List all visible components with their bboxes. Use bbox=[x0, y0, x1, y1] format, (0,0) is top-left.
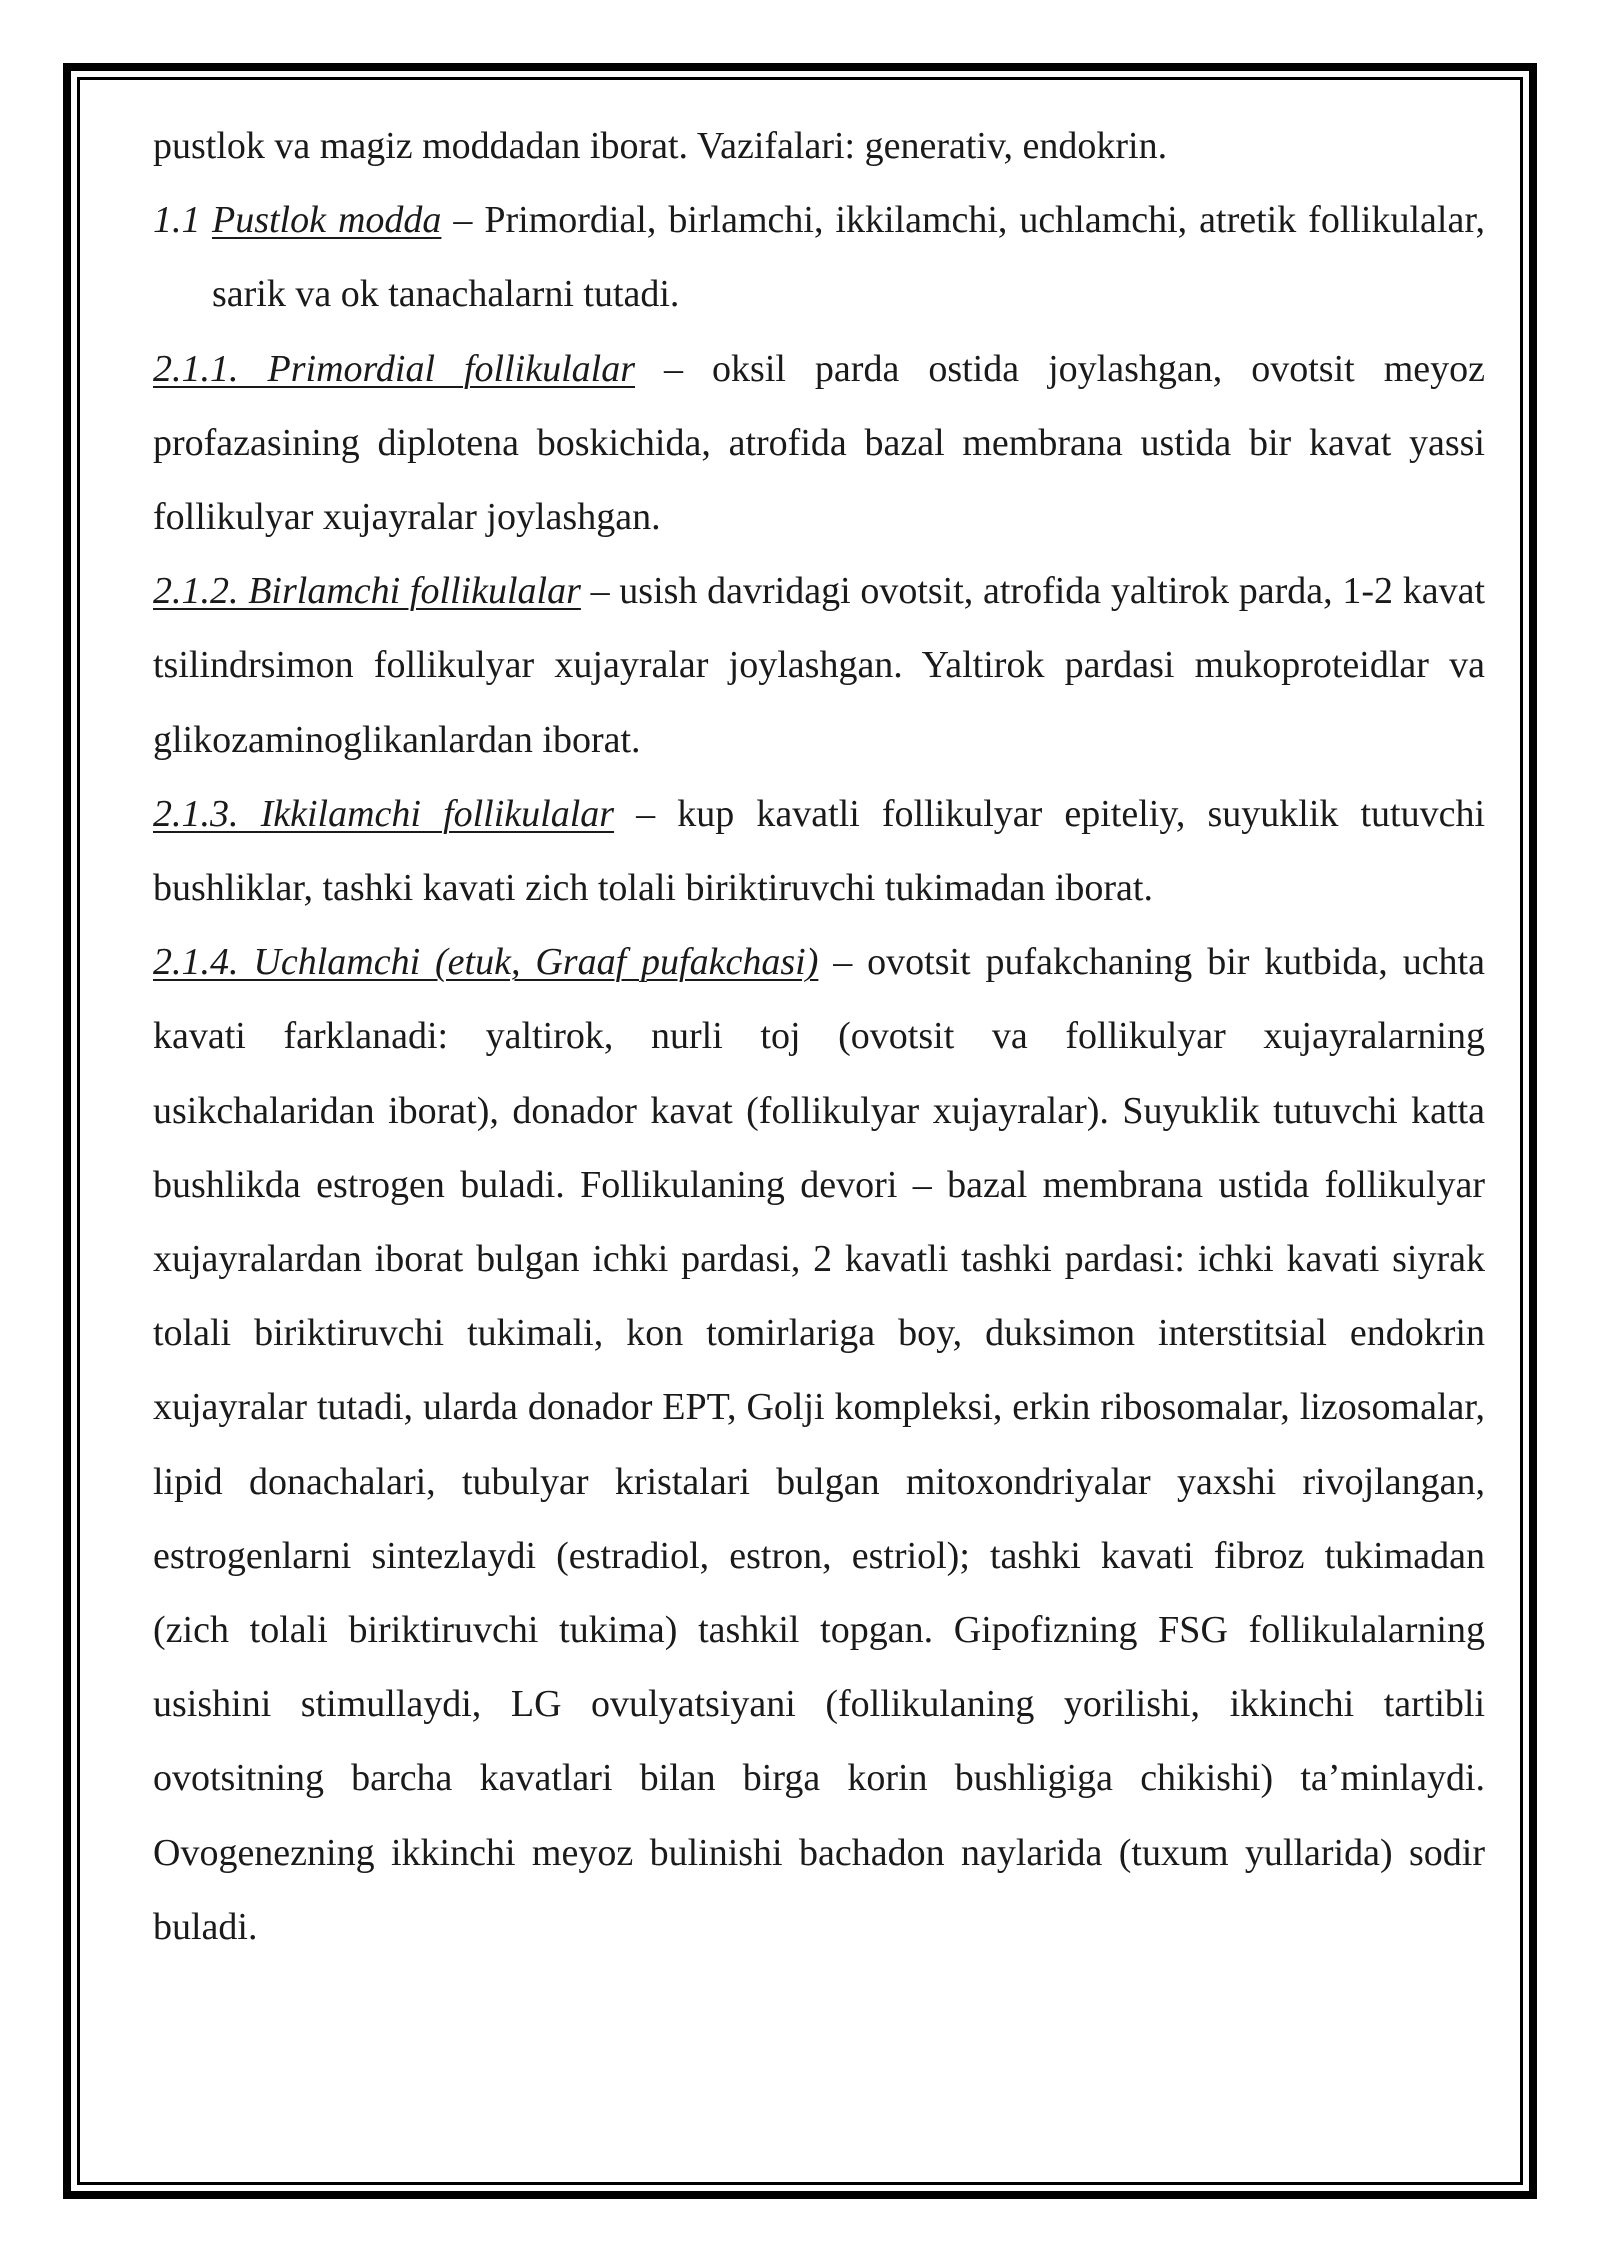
section-text: – kup kavatli follikulyar epiteliy, suyuklik tutuvchi bushliklar, tashki kavati zich tolali biriktiruvchi tukimadan iborat. bbox=[153, 792, 1486, 910]
document-body bbox=[153, 109, 1485, 1964]
section-heading: Pustlok modda bbox=[212, 199, 442, 242]
section-heading: 2.1.4. Uchlamchi (etuk, Graaf pufakchasi) bbox=[153, 941, 819, 984]
section-2-1-2 bbox=[153, 554, 1485, 777]
section-heading: 2.1.2. Birlamchi follikulalar bbox=[153, 570, 581, 613]
section-heading: 2.1.3. Ikkilamchi follikulalar bbox=[153, 792, 615, 835]
intro-paragraph: pustlok va magiz moddadan iborat. Vazifalari: generativ, endokrin. bbox=[153, 125, 1168, 167]
section-2-1-1 bbox=[153, 332, 1485, 555]
section-text: – oksil parda ostida joylashgan, ovotsit meyoz profazasining diplotena boskichida, atrofida bazal membrana ustida bir kavat yassi follikulyar xujayralar joylashgan. bbox=[153, 347, 1485, 539]
section-text: – ovotsit pufakchaning bir kutbida, uchta kavati farklanadi: yaltirok, nurli toj (ovotsit va follikulyar xujayralarning usikchalaridan iborat), donador kavat (follikulyar xujayralar). Suyuklik tutuvchi katta bushlikda estrogen buladi. Follikulaning devori – bazal membrana ustida follikulyar xujayralardan iborat bulgan ichki pardasi, 2 kavatli tashki pardasi: ichki kavati siyrak tolali biriktiruvchi tukimali, kon tomirlariga boy, duksimon interstitsial endokrin xujayralar tutadi, ularda donador EPT, Golji kompleksi, erkin ribosomalar, lizosomalar, lipid donachalari, tubulyar kristalari bulgan mitoxondriyalar yaxshi rivojlangan, estrogenlarni sintezlaydi (estradiol, estron, estriol); tashki kavati fibroz tukimadan (zich tolali biriktiruvchi tukima) tashkil topgan. Gipofizning FSG follikulalarning usishini stimullaydi, LG ovulyatsiyani (follikulaning yorilishi, ikkinchi tartibli ovotsitning barcha kavatlari bilan birga korin bushligiga chikishi) ta’minlaydi. Ovogenezning ikkinchi meyoz bulinishi bachadon naylarida (tuxum yullarida) sodir buladi. bbox=[153, 941, 1485, 1948]
section-1-1 bbox=[153, 183, 1485, 331]
section-2-1-3 bbox=[153, 777, 1485, 925]
section-2-1-4 bbox=[153, 925, 1485, 1964]
section-text: – Primordial, birlamchi, ikkilamchi, uchlamchi, atretik follikulalar, sarik va ok tanachalarni tutadi. bbox=[212, 199, 1485, 316]
section-number: 1.1 bbox=[153, 199, 201, 242]
section-heading: 2.1.1. Primordial follikulalar bbox=[153, 347, 636, 390]
section-text: – usish davridagi ovotsit, atrofida yaltirok parda, 1-2 kavat tsilindrsimon follikulyar xujayralar joylashgan. Yaltirok pardasi mukoproteidlar va glikozaminoglikanlardan iborat. bbox=[153, 570, 1485, 761]
